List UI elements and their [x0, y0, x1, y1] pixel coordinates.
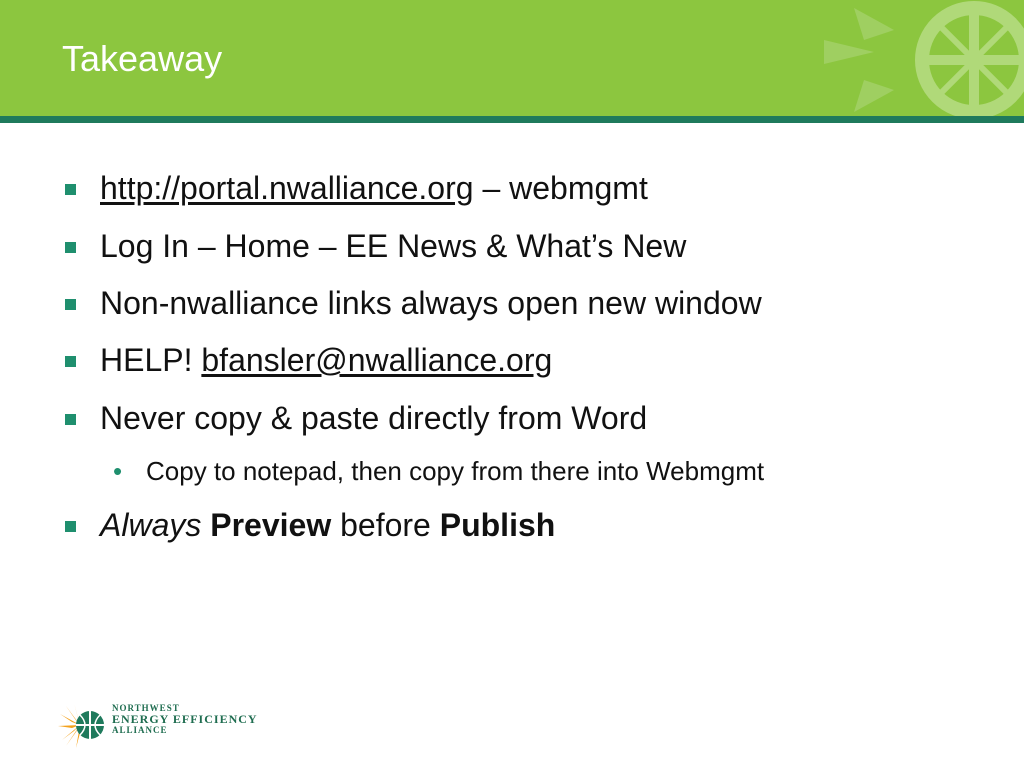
bullet-text: Never copy & paste directly from Word	[100, 400, 648, 436]
slide-title: Takeaway	[62, 38, 223, 79]
bullet-text: Log In – Home – EE News & What’s New	[100, 228, 687, 264]
square-bullet-icon	[65, 521, 76, 532]
logo-wordmark	[112, 704, 258, 735]
square-bullet-icon	[65, 356, 76, 367]
portal-link[interactable]: http://portal.nwalliance.org	[100, 170, 474, 206]
sub-bullet-text: Copy to notepad, then copy from there into Webmgmt	[146, 456, 765, 486]
email-link[interactable]: bfansler@nwalliance.org	[201, 342, 553, 378]
square-bullet-icon	[65, 299, 76, 310]
organization-logo	[50, 700, 270, 750]
sun-logo-icon	[50, 700, 110, 750]
always-text: Always	[100, 507, 202, 543]
before-text: before	[331, 507, 440, 543]
bullet-text: Non-nwalliance links always open new window	[100, 285, 762, 321]
round-bullet-icon: •	[113, 456, 123, 486]
logo-line-2: ENERGY EFFICIENCY	[112, 712, 258, 727]
preview-text: Preview	[210, 507, 332, 543]
square-bullet-icon	[65, 184, 76, 195]
help-prefix: HELP!	[100, 342, 202, 378]
logo-line-3: ALLIANCE	[112, 725, 168, 736]
square-bullet-icon	[65, 242, 76, 253]
square-bullet-icon	[65, 414, 76, 425]
portal-suffix: – webmgmt	[473, 170, 648, 206]
publish-text: Publish	[439, 507, 556, 543]
logo-line-1: NORTHWEST	[112, 703, 180, 713]
